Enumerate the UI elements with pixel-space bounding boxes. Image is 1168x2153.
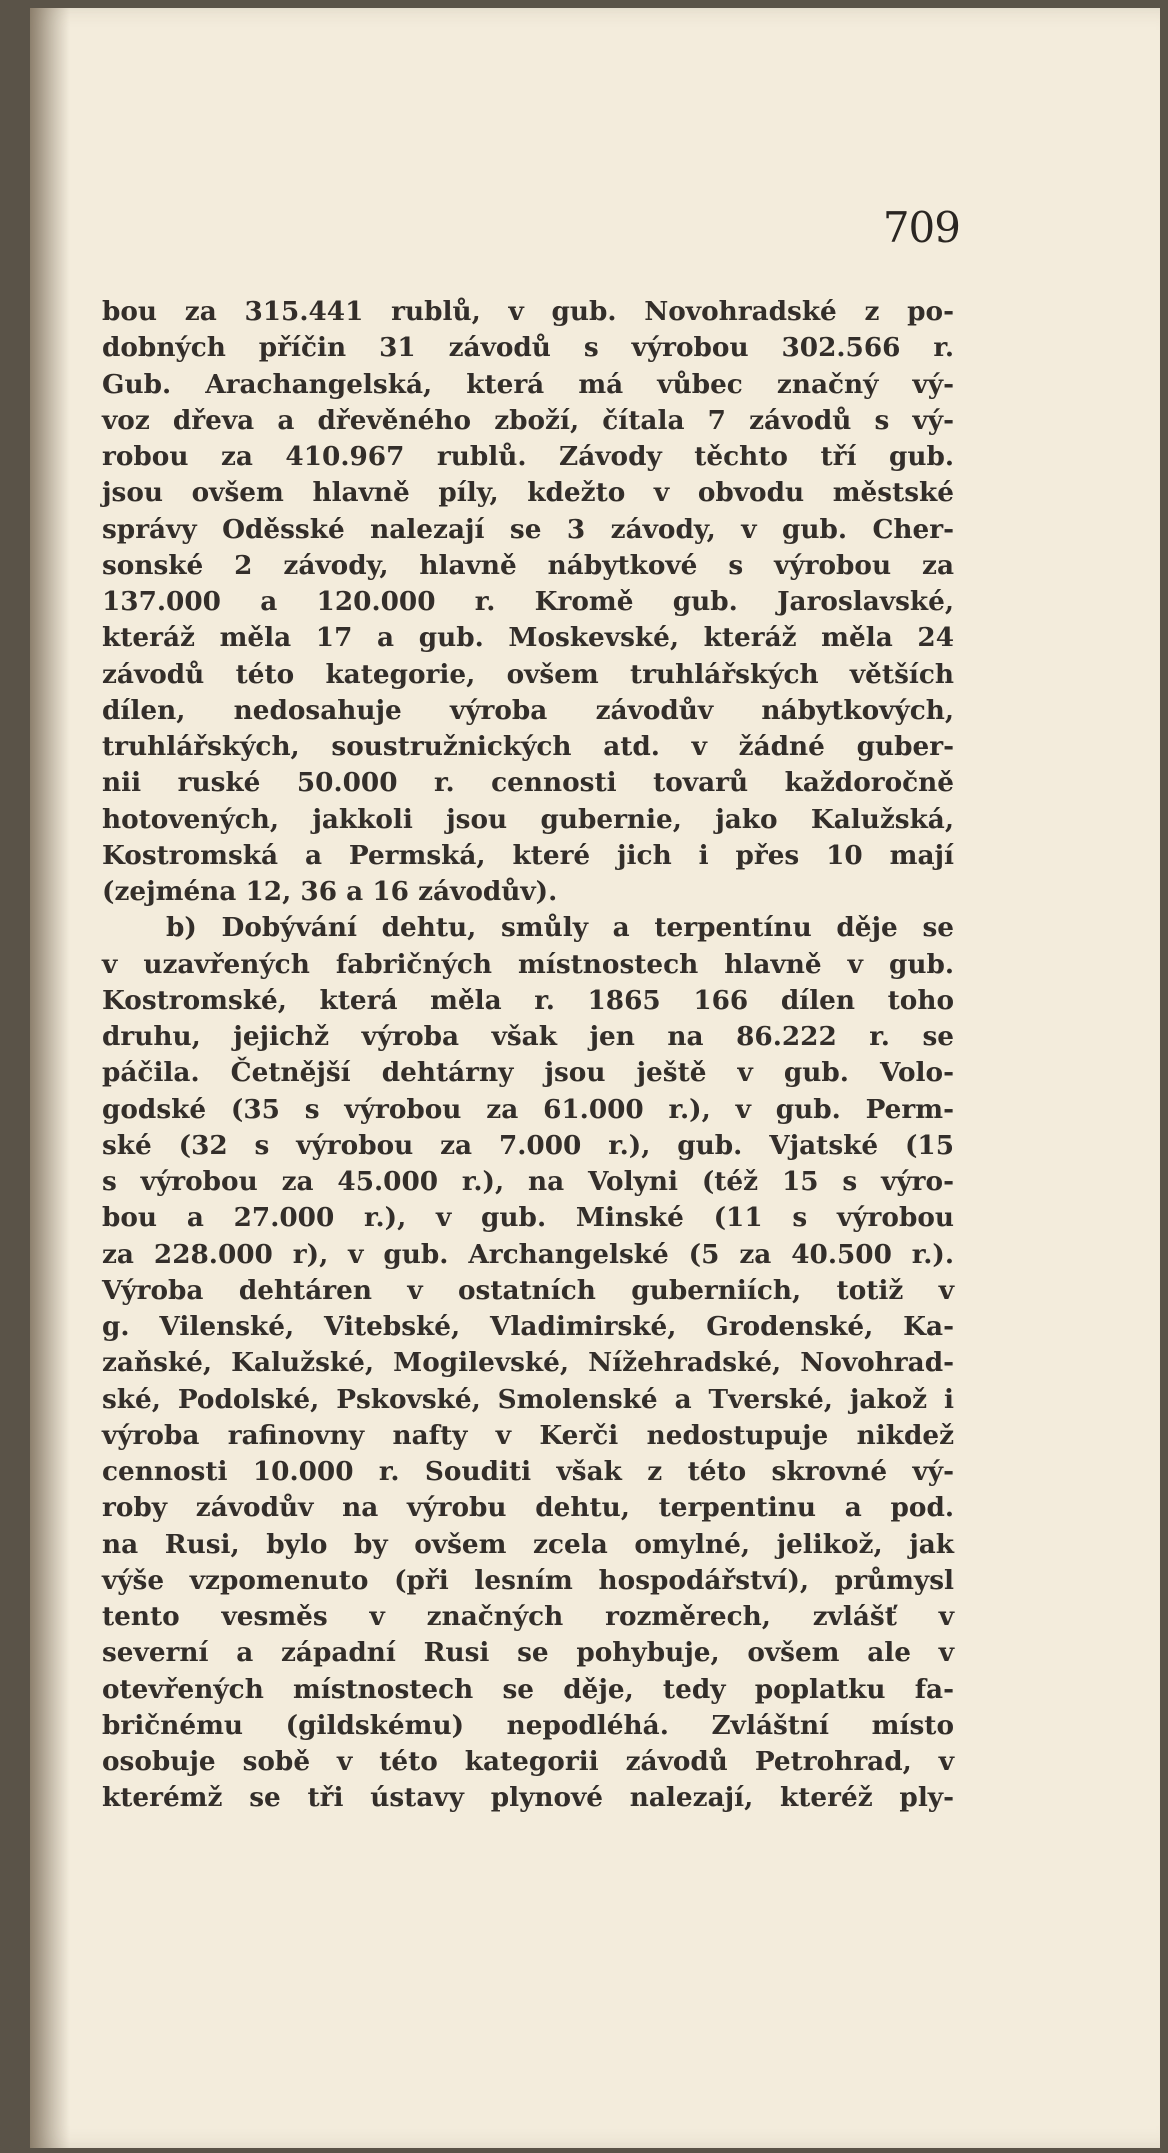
text-line: kteráž měla 17 a gub. Moskevské, kteráž měla 24 <box>102 622 954 654</box>
text-line: jsou ovšem hlavně píly, kdežto v obvodu městské <box>102 477 954 509</box>
text-line: b) Dobývání dehtu, smůly a terpentínu děje se <box>166 912 954 944</box>
text-line: Kostromské, která měla r. 1865 166 dílen toho <box>102 984 954 1016</box>
text-line: zaňské, Kalužské, Mogilevské, Nížehradské, Novohrad- <box>102 1347 954 1379</box>
text-line: bričnému (gildskému) nepodléhá. Zvláštní místo <box>102 1709 954 1741</box>
text-line: ské (32 s výrobou za 7.000 r.), gub. Vjatské (15 <box>102 1129 954 1161</box>
text-line: tento vesměs v značných rozměrech, zvlášť v <box>102 1601 954 1632</box>
text-line: správy Oděsské nalezají se 3 závody, v gub. Cher- <box>102 513 954 545</box>
text-line: v uzavřených fabričných místnostech hlavně v gub. <box>102 948 954 980</box>
text-line: godské (35 s výrobou za 61.000 r.), v gub. Perm- <box>102 1093 954 1125</box>
text-line: kterémž se tři ústavy plynové nalezají, kteréž ply- <box>102 1782 954 1814</box>
text-line: dílen, nedosahuje výroba závodův nábytkových, <box>102 694 954 726</box>
text-line: cennosti 10.000 r. Souditi však z této skrovné vý- <box>102 1456 954 1487</box>
spine-shadow <box>30 8 70 2148</box>
page-number: 709 <box>882 203 960 252</box>
text-line: Gub. Arachangelská, která má vůbec značný vý- <box>102 368 954 400</box>
text-line: páčila. Četnější dehtárny jsou ještě v gub. Volo- <box>102 1057 954 1089</box>
book-page <box>30 8 1160 2148</box>
text-line: závodů této kategorie, ovšem truhlářských větších <box>102 658 954 690</box>
text-line: severní a západní Rusi se pohybuje, ovšem ale v <box>102 1637 954 1669</box>
body-text <box>102 294 954 1817</box>
text-line: robou za 410.967 rublů. Závody těchto tří gub. <box>102 441 954 472</box>
text-line: za 228.000 r), v gub. Archangelské (5 za 40.500 r.). <box>102 1238 954 1270</box>
text-line: dobných příčin 31 závodů s výrobou 302.566 r. <box>102 332 954 364</box>
text-line: výše vzpomenuto (při lesním hospodářství), průmysl <box>102 1564 954 1596</box>
text-line: ské, Podolské, Pskovské, Smolenské a Tverské, jakož i <box>102 1383 954 1415</box>
text-line: osobuje sobě v této kategorii závodů Petrohrad, v <box>102 1746 954 1777</box>
text-line: roby závodův na výrobu dehtu, terpentinu a pod. <box>102 1492 954 1524</box>
text-line: výroba rafinovny nafty v Kerči nedostupuje nikdež <box>102 1419 954 1451</box>
text-line: truhlářských, soustružnických atd. v žádné guber- <box>102 731 954 762</box>
text-line: g. Vilenské, Vitebské, Vladimirské, Grodenské, Ka- <box>102 1311 954 1342</box>
text-line: bou za 315.441 rublů, v gub. Novohradské z po- <box>102 296 954 327</box>
text-line: (zejména 12, 36 a 16 závodův). <box>102 876 558 907</box>
text-line: na Rusi, bylo by ovšem zcela omylné, jelikož, jak <box>102 1528 954 1560</box>
text-line: bou a 27.000 r.), v gub. Minské (11 s výrobou <box>102 1202 954 1234</box>
text-line: Výroba dehtáren v ostatních guberniích, totiž v <box>102 1274 954 1306</box>
text-line: voz dřeva a dřevěného zboží, čítala 7 závodů s vý- <box>102 404 954 436</box>
text-line: nii ruské 50.000 r. cennosti tovarů každoročně <box>102 767 954 799</box>
text-line: 137.000 a 120.000 r. Kromě gub. Jaroslavské, <box>102 586 954 617</box>
text-line: s výrobou za 45.000 r.), na Volyni (též 15 s výro- <box>102 1166 954 1197</box>
text-line: druhu, jejichž výroba však jen na 86.222 r. se <box>102 1021 954 1052</box>
text-line: Kostromská a Permská, které jich i přes 10 mají <box>102 839 954 871</box>
text-line: sonské 2 závody, hlavně nábytkové s výrobou za <box>102 549 954 581</box>
text-line: hotovených, jakkoli jsou gubernie, jako Kalužská, <box>102 803 954 835</box>
text-line: otevřených místnostech se děje, tedy poplatku fa- <box>102 1673 954 1705</box>
